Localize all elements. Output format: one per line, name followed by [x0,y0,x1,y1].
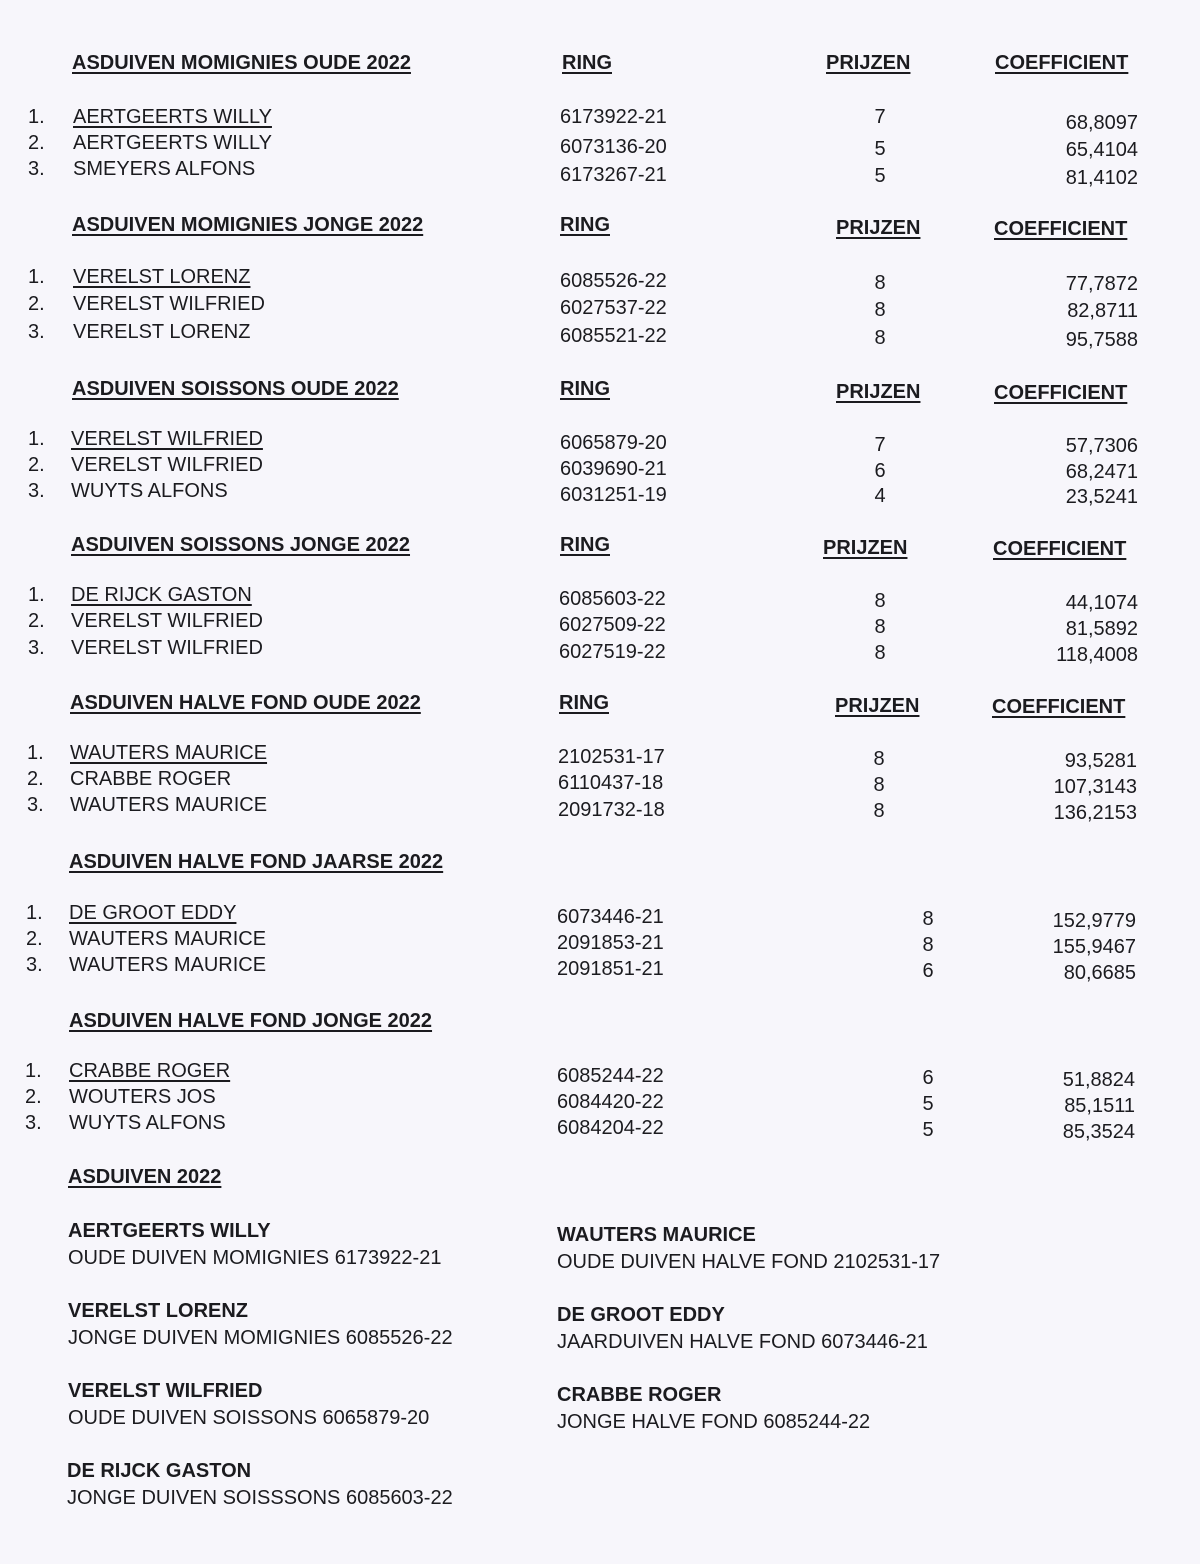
award-entry [68,1220,441,1270]
rank: 2. [25,1086,42,1108]
coefficient-value: 23,5241 [1065,486,1138,508]
award-detail: OUDE DUIVEN MOMIGNIES 6173922-21 [68,1247,442,1269]
table-row [0,768,1200,798]
coefficient-header: COEFFICIENT [992,696,1126,718]
award-detail: JAARDUIVEN HALVE FOND 6073446-21 [557,1331,928,1353]
fancier-name: WOUTERS JOS [69,1086,216,1108]
table-row [0,742,1200,772]
award-name: VERELST LORENZ [68,1300,249,1322]
fancier-name: SMEYERS ALFONS [73,158,256,180]
table-row [0,480,1200,506]
coefficient-value: 51,8824 [1062,1069,1135,1091]
prize-count: 8 [874,299,886,321]
fancier-name: AERTGEERTS WILLY [73,106,272,128]
table-row [0,428,1200,457]
coefficient-value: 155,9467 [1052,936,1136,958]
ring-number: 2091853-21 [557,932,664,954]
ring-number: 6084204-22 [557,1117,664,1139]
prize-count: 6 [922,960,934,982]
fancier-name: DE GROOT EDDY [69,902,237,924]
table-row [0,106,1200,132]
coefficient-value: 85,1511 [1064,1095,1135,1117]
award-entry [67,1460,453,1510]
coefficient-value: 107,3143 [1053,776,1137,798]
award-name: DE RIJCK GASTON [67,1460,252,1482]
fancier-name: VERELST WILFRIED [71,610,263,632]
rank: 3. [25,1112,42,1134]
rank: 1. [28,266,45,288]
fancier-name: DE RIJCK GASTON [71,584,252,606]
prize-count: 5 [874,138,886,160]
prize-count: 7 [874,106,886,128]
coefficient-value: 136,2153 [1053,802,1137,824]
prijzen-header: PRIJZEN [836,381,921,403]
fancier-name: WAUTERS MAURICE [69,928,267,950]
coefficient-value: 68,2471 [1065,461,1138,483]
section-title: ASDUIVEN HALVE FOND JAARSE 2022 [69,851,444,873]
ring-header: RING [559,692,609,714]
table-row [0,1060,1200,1091]
ring-header: RING [560,214,610,236]
coefficient-value: 44,1074 [1065,592,1138,614]
rank: 3. [28,480,45,502]
ring-number: 6073136-20 [560,136,667,158]
table-row [0,1086,1200,1117]
award-entry [557,1224,940,1274]
table-row [0,132,1200,161]
table-row [0,158,1200,189]
rank: 1. [28,584,45,606]
ring-number: 6065879-20 [560,432,667,454]
prize-count: 8 [874,590,886,612]
rank: 2. [28,454,45,476]
table-row [0,454,1200,483]
award-detail: JONGE DUIVEN SOISSSONS 6085603-22 [67,1487,453,1509]
fancier-name: WUYTS ALFONS [71,480,228,502]
rank: 1. [25,1060,42,1082]
coefficient-value: 65,4104 [1065,139,1138,161]
section-title: ASDUIVEN MOMIGNIES JONGE 2022 [72,214,424,236]
ring-number: 2091732-18 [558,799,665,821]
table-row [0,610,1200,640]
rank: 1. [27,742,44,764]
coefficient-value: 68,8097 [1065,112,1138,134]
prijzen-header: PRIJZEN [835,695,920,717]
fancier-name: CRABBE ROGER [69,1060,231,1082]
prijzen-header: PRIJZEN [836,217,921,239]
prize-count: 5 [874,165,886,187]
ring-number: 6110437-18 [558,772,664,794]
prize-count: 8 [874,272,886,294]
prize-count: 6 [922,1067,934,1089]
ring-number: 6085603-22 [559,588,666,610]
ring-number: 6085526-22 [560,270,667,292]
rank: 3. [28,637,45,659]
rank: 2. [28,132,45,154]
fancier-name: VERELST WILFRIED [71,637,263,659]
award-name: AERTGEERTS WILLY [68,1220,271,1242]
summary-title: ASDUIVEN 2022 [68,1166,222,1188]
table-row [0,902,1200,932]
fancier-name: CRABBE ROGER [70,768,232,790]
coefficient-value: 85,3524 [1062,1121,1135,1143]
fancier-name: WAUTERS MAURICE [69,954,267,976]
section-title: ASDUIVEN MOMIGNIES OUDE 2022 [72,52,411,74]
rank: 3. [26,954,43,976]
award-name: CRABBE ROGER [557,1384,722,1406]
ring-header: RING [560,534,610,556]
ring-number: 6027519-22 [559,641,666,663]
coefficient-value: 81,5892 [1065,618,1138,640]
prize-count: 8 [874,327,886,349]
ring-number: 6031251-19 [560,484,667,506]
fancier-name: VERELST LORENZ [73,266,251,288]
coefficient-value: 57,7306 [1065,435,1138,457]
rank: 2. [28,610,45,632]
prize-count: 8 [873,774,885,796]
award-detail: JONGE HALVE FOND 6085244-22 [557,1411,871,1433]
prize-count: 8 [874,616,886,638]
table-row [0,266,1200,295]
section-title: ASDUIVEN HALVE FOND JONGE 2022 [69,1010,433,1032]
award-detail: OUDE DUIVEN HALVE FOND 2102531-17 [557,1251,941,1273]
prize-count: 4 [874,485,886,507]
fancier-name: WAUTERS MAURICE [70,794,268,816]
prize-count: 8 [922,908,934,930]
section-title: ASDUIVEN SOISSONS JONGE 2022 [71,534,411,556]
fancier-name: VERELST WILFRIED [71,454,263,476]
fancier-name: WAUTERS MAURICE [70,742,268,764]
ring-number: 6173267-21 [560,164,667,186]
prize-count: 5 [922,1119,934,1141]
ring-number: 6085244-22 [557,1065,664,1087]
award-entry [68,1380,429,1430]
rank: 2. [28,293,45,315]
coefficient-header: COEFFICIENT [994,382,1128,404]
table-row [0,584,1200,614]
ring-header: RING [560,378,610,400]
rank: 2. [26,928,43,950]
ring-number: 6039690-21 [560,458,667,480]
ring-number: 6173922-21 [560,106,667,128]
coefficient-value: 152,9779 [1052,910,1136,932]
rank: 2. [27,768,44,790]
award-entry [557,1304,928,1354]
coefficient-value: 118,4008 [1056,644,1138,666]
award-name: WAUTERS MAURICE [557,1224,756,1246]
fancier-name: WUYTS ALFONS [69,1112,226,1134]
coefficient-value: 81,4102 [1065,167,1138,189]
award-name: DE GROOT EDDY [557,1304,725,1326]
table-row [0,293,1200,322]
ring-number: 6027509-22 [559,614,666,636]
prize-count: 8 [874,642,886,664]
rank: 3. [28,321,45,343]
table-row [0,928,1200,958]
prize-count: 7 [874,434,886,456]
prijzen-header: PRIJZEN [823,537,908,559]
coefficient-value: 77,7872 [1065,273,1138,295]
prize-count: 8 [873,800,885,822]
coefficient-header: COEFFICIENT [994,218,1128,240]
prijzen-header: PRIJZEN [826,52,911,74]
award-entry [557,1384,870,1434]
prize-count: 8 [873,748,885,770]
fancier-name: VERELST WILFRIED [73,293,265,315]
rank: 3. [28,158,45,180]
table-row [0,794,1200,824]
coefficient-value: 93,5281 [1064,750,1137,772]
prize-count: 5 [922,1093,934,1115]
coefficient-value: 82,8711 [1067,300,1138,322]
rank: 1. [28,106,45,128]
coefficient-header: COEFFICIENT [993,538,1127,560]
fancier-name: VERELST LORENZ [73,321,251,343]
ring-number: 6027537-22 [560,297,667,319]
rank: 1. [26,902,43,924]
coefficient-value: 95,7588 [1065,329,1138,351]
prize-count: 8 [922,934,934,956]
ring-number: 6084420-22 [557,1091,664,1113]
fancier-name: VERELST WILFRIED [71,428,263,450]
ring-number: 6085521-22 [560,325,667,347]
award-detail: JONGE DUIVEN MOMIGNIES 6085526-22 [68,1327,453,1349]
table-row [0,637,1200,666]
section-title: ASDUIVEN SOISSONS OUDE 2022 [72,378,399,400]
award-entry [68,1300,453,1350]
coefficient-header: COEFFICIENT [995,52,1129,74]
ring-number: 6073446-21 [557,906,664,928]
prize-count: 6 [874,460,886,482]
section-title: ASDUIVEN HALVE FOND OUDE 2022 [70,692,421,714]
ring-number: 2102531-17 [558,746,665,768]
table-row [0,321,1200,351]
award-name: VERELST WILFRIED [68,1380,263,1402]
rank: 3. [27,794,44,816]
table-row [0,1112,1200,1143]
coefficient-value: 80,6685 [1063,962,1136,984]
fancier-name: AERTGEERTS WILLY [73,132,272,154]
table-row [0,954,1200,984]
rank: 1. [28,428,45,450]
ring-header: RING [562,52,612,74]
ring-number: 2091851-21 [557,958,664,980]
award-detail: OUDE DUIVEN SOISSONS 6065879-20 [68,1407,430,1429]
